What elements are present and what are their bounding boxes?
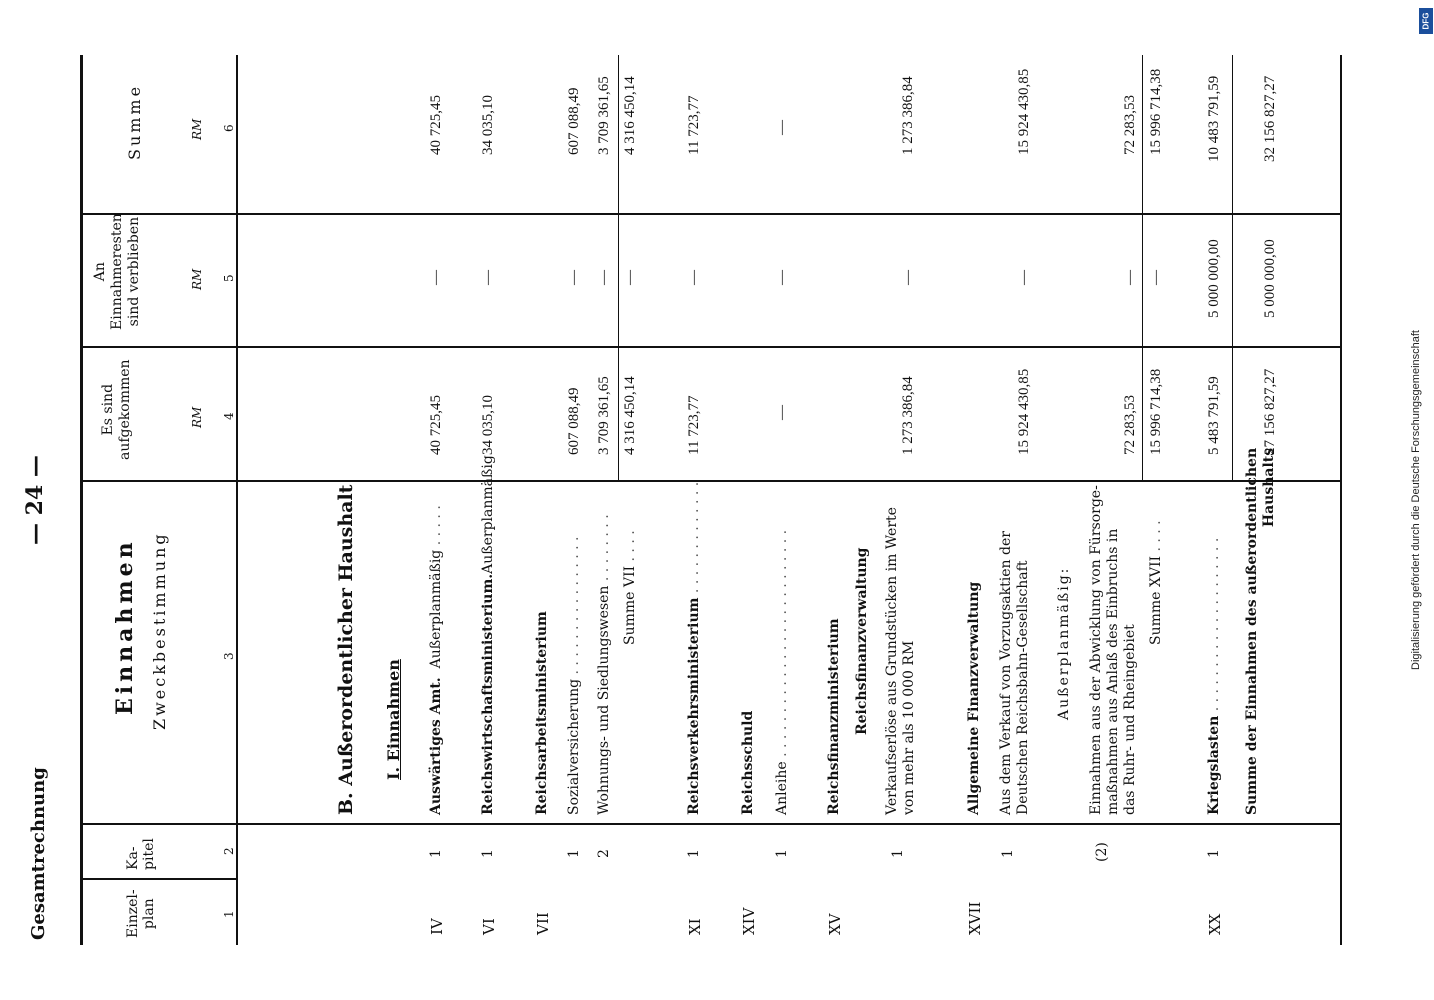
row-text: Auswärtiges Amt. Außerplanmäßig . . . . .	[428, 505, 444, 815]
row-text: Sozialversicherung . . . . . . . . . . . . . . . .	[566, 536, 582, 815]
row-subtotal-label: Summe VII . . . .	[622, 530, 638, 645]
col6-unit: RM	[190, 118, 204, 140]
row-plan: VI	[480, 918, 498, 935]
col6-title: Summe	[125, 83, 144, 160]
row-c5: —	[686, 270, 702, 285]
row-c4: 1 273 386,84	[900, 376, 916, 455]
row-c4: —	[774, 405, 790, 420]
row-c6: 607 088,49	[566, 87, 582, 155]
col-sep-3	[80, 480, 1342, 482]
row-c5: —	[1016, 270, 1032, 285]
row-c4: 607 088,49	[566, 387, 582, 455]
col6-number: 6	[222, 124, 236, 132]
row-c5: —	[566, 270, 582, 285]
row-note: Außerplanmäßig:	[1056, 566, 1072, 720]
digitization-note-text: Digitalisierung gefördert durch die Deutsche Forschungsgemeinschaft	[1410, 330, 1422, 670]
row-c4: 11 723,77	[686, 395, 702, 455]
col2-number: 2	[222, 847, 236, 855]
row-c4: 15 996 714,38	[1148, 368, 1164, 455]
row-text: Reichswirtschaftsministerium.Außerplanmäßig	[480, 455, 496, 815]
running-title: Gesamtrechnung	[28, 767, 49, 940]
col3-number: 3	[222, 652, 236, 660]
row-c4: 5 483 791,59	[1206, 376, 1222, 455]
row-c4: 4 316 450,14	[622, 376, 638, 455]
dfg-logo-text: DFG	[1421, 12, 1431, 30]
header-bottom-rule	[236, 55, 238, 945]
row-text: Verkaufserlöse aus Grundstücken im Werte von mehr als 10 000 RM	[884, 507, 917, 815]
row-c5: —	[1148, 270, 1164, 285]
grand-total-label: Summe der Einnahmen des außerordentlichen Haushalts	[1244, 447, 1277, 815]
row-text: Einnahmen aus der Abwicklung von Fürsorge- maßnahmen aus Anlaß des Einbruchs in das Ruhr- und Rheingebiet	[1088, 485, 1138, 815]
row-kapitel: 1	[566, 849, 582, 858]
row-c4: 3 709 361,65	[596, 376, 612, 455]
row-plan: XVII	[966, 901, 984, 935]
row-c5: 5 000 000,00	[1206, 239, 1222, 318]
row-kapitel: 1	[1000, 849, 1016, 858]
row-c6: 15 996 714,38	[1148, 68, 1164, 155]
section-subtitle: I. Einnahmen	[384, 659, 403, 780]
grand-total-c4: 27 156 827,27	[1262, 368, 1278, 455]
row-kapitel: 1	[774, 849, 790, 858]
row-c6: 40 725,45	[428, 95, 444, 155]
row-kapitel: 1	[480, 849, 496, 858]
row-c5: —	[622, 270, 638, 285]
col2-title: Ka- pitel	[125, 838, 157, 870]
grand-total-c5: 5 000 000,00	[1262, 239, 1278, 318]
row-c6: 72 283,53	[1122, 95, 1138, 155]
table-bottom-rule	[1340, 55, 1342, 945]
row-c6: —	[774, 120, 790, 135]
dfg-logo-badge	[1419, 8, 1433, 34]
row-kapitel: 1	[428, 849, 444, 858]
col5-title: An Einnahmeresten sind verblieben	[92, 213, 142, 330]
row-kapitel: 1	[890, 849, 906, 858]
total-rule	[1232, 55, 1233, 480]
row-c5: —	[1122, 270, 1138, 285]
col1-title: Einzel- plan	[125, 889, 157, 938]
row-c6: 10 483 791,59	[1206, 75, 1222, 162]
row-subtotal-label: Summe XVII . . . .	[1148, 520, 1164, 645]
col3-subtitle: Zweckbestimmung	[150, 531, 169, 730]
row-kapitel: 1	[1206, 849, 1222, 858]
row-plan: XIV	[740, 907, 758, 935]
table-top-rule	[80, 55, 83, 945]
col-sep-5	[80, 213, 1342, 215]
row-text: Aus dem Verkauf von Vorzugsaktien der Deutschen Reichsbahn-Gesellschaft	[998, 531, 1031, 815]
row-plan: IV	[428, 918, 446, 935]
row-kapitel: (2)	[1094, 842, 1110, 862]
row-plan: XX	[1206, 913, 1224, 935]
row-group-heading: Reichsschuld	[740, 710, 756, 815]
row-c6: 1 273 386,84	[900, 76, 916, 155]
row-c4: 15 924 430,85	[1016, 368, 1032, 455]
row-plan: XV	[826, 913, 844, 935]
row-text: Reichsverkehrsministerium . . . . . . . . . . . . .	[686, 481, 702, 815]
col3-title: Einnahmen	[112, 538, 138, 715]
row-c4: 40 725,45	[428, 395, 444, 455]
row-group-heading: Reichsarbeitsministerium	[534, 611, 550, 815]
row-c4: 72 283,53	[1122, 395, 1138, 455]
subtotal-rule	[618, 55, 619, 480]
page-number: — 24 —	[22, 455, 48, 545]
row-plan: XI	[686, 918, 704, 935]
row-c5: —	[480, 270, 496, 285]
row-subgroup-heading: Reichsfinanzverwaltung	[854, 547, 870, 735]
row-c5: —	[596, 270, 612, 285]
col-sep-1	[80, 878, 238, 880]
row-c5: —	[774, 270, 790, 285]
col-sep-2	[80, 823, 1342, 825]
row-c6: 11 723,77	[686, 95, 702, 155]
row-kapitel: 2	[596, 849, 612, 858]
row-group-heading: Reichsfinanzministerium	[826, 618, 842, 815]
grand-total-c6: 32 156 827,27	[1262, 75, 1278, 162]
col4-unit: RM	[190, 406, 204, 428]
col4-number: 4	[222, 412, 236, 420]
subtotal-rule	[1142, 55, 1143, 480]
row-c6: 4 316 450,14	[622, 76, 638, 155]
col5-unit: RM	[190, 268, 204, 290]
row-c4: 34 035,10	[480, 395, 496, 455]
row-c6: 3 709 361,65	[596, 76, 612, 155]
row-text: Anleihe . . . . . . . . . . . . . . . . . . . . . . . . . .	[774, 529, 790, 815]
row-text: Wohnungs- und Siedlungswesen . . . . . . . .	[596, 514, 612, 815]
col-sep-4	[80, 346, 1342, 348]
section-title: B. Außerordentlicher Haushalt	[335, 484, 357, 815]
row-c5: —	[428, 270, 444, 285]
row-c6: 34 035,10	[480, 95, 496, 155]
row-group-heading: Allgemeine Finanzverwaltung	[966, 581, 982, 815]
col5-number: 5	[222, 274, 236, 282]
row-c6: 15 924 430,85	[1016, 68, 1032, 155]
row-plan: VII	[534, 912, 552, 935]
row-text: Kriegslasten . . . . . . . . . . . . . . . . . . . .	[1206, 537, 1222, 815]
col4-title: Es sind aufgekommen	[100, 359, 133, 460]
row-c5: —	[900, 270, 916, 285]
row-kapitel: 1	[686, 849, 702, 858]
col1-number: 1	[222, 910, 236, 918]
